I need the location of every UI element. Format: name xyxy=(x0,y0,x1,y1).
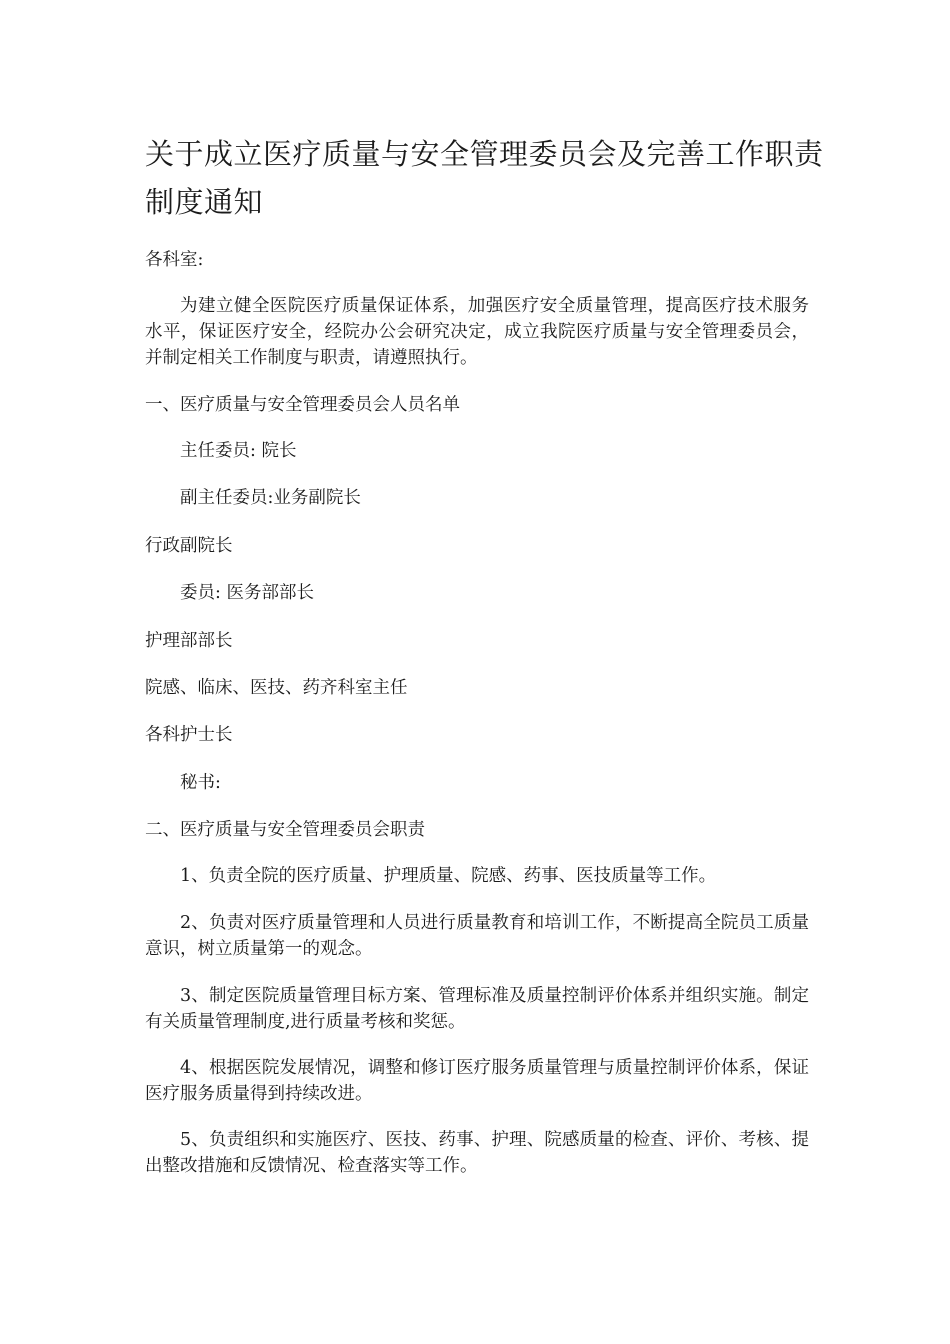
intro-paragraph: 为建立健全医院医疗质量保证体系，加强医疗安全质量管理，提高医疗技术服务水平，保证医疗安全，经院办公会研究决定，成立我院医疗质量与安全管理委员会，并制定相关工作制度与职责，请遵照执行。 xyxy=(145,296,809,368)
duty-item-2: 2、负责对医疗质量管理和人员进行质量教育和培训工作，不断提高全院员工质量意识，树立质量第一的观念。 xyxy=(145,913,809,959)
members-line-3: 院感、临床、医技、药齐科室主任 xyxy=(145,678,408,698)
salutation: 各科室: xyxy=(145,250,204,270)
duty-item-5: 5、负责组织和实施医疗、医技、药事、护理、院感质量的检查、评价、考核、提出整改措施和反馈情况、检查落实等工作。 xyxy=(145,1130,809,1176)
members-line-2: 护理部部长 xyxy=(145,631,233,651)
section2-heading: 二、医疗质量与安全管理委员会职责 xyxy=(145,820,425,840)
duty-item-1: 1、负责全院的医疗质量、护理质量、院感、药事、医技质量等工作。 xyxy=(180,866,717,886)
section1-heading: 一、医疗质量与安全管理委员会人员名单 xyxy=(145,395,460,415)
director-line: 主任委员: 院长 xyxy=(180,441,297,461)
vice-director-line: 副主任委员:业务副院长 xyxy=(180,488,361,508)
vice-director-line-2: 行政副院长 xyxy=(145,536,233,556)
duty-item-3: 3、制定医院质量管理目标方案、管理标准及质量控制评价体系并组织实施。制定有关质量管理制度,进行质量考核和奖惩。 xyxy=(145,986,809,1032)
members-line-4: 各科护士长 xyxy=(145,725,233,745)
document-title: 关于成立医疗质量与安全管理委员会及完善工作职责制度通知 xyxy=(145,137,824,219)
duty-item-4: 4、根据医院发展情况，调整和修订医疗服务质量管理与质量控制评价体系，保证医疗服务质量得到持续改进。 xyxy=(145,1058,809,1104)
members-line-1: 委员: 医务部部长 xyxy=(180,583,314,603)
secretary-line: 秘书: xyxy=(180,773,221,793)
